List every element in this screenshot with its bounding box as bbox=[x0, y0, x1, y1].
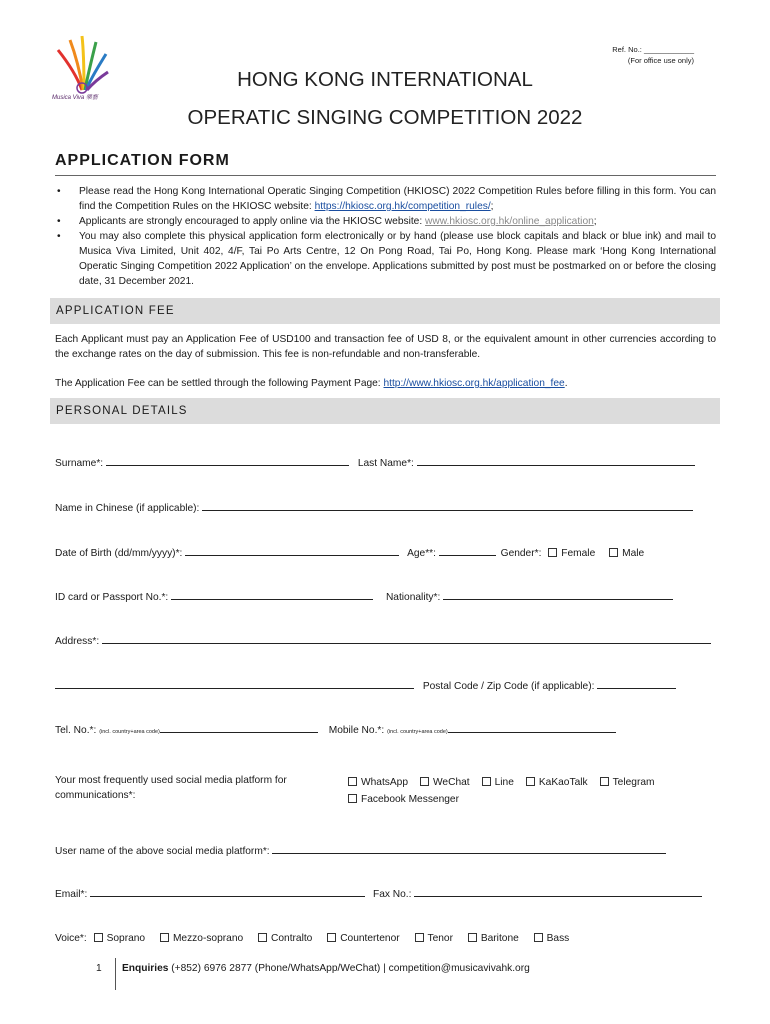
voice-option-soprano[interactable]: Soprano bbox=[94, 933, 146, 944]
voice-option-mezzo[interactable]: Mezzo-soprano bbox=[160, 933, 243, 944]
social-option-wechat[interactable]: WeChat bbox=[420, 774, 470, 791]
gender-label: Gender*: bbox=[500, 548, 542, 559]
mobile-label: Mobile No.*: bbox=[328, 725, 385, 736]
social-options bbox=[348, 774, 718, 808]
nationality-field[interactable] bbox=[443, 589, 673, 600]
ref-label: Ref. No.: ____________ bbox=[612, 45, 694, 54]
row-address bbox=[55, 633, 716, 647]
mezzo-checkbox[interactable] bbox=[160, 933, 169, 942]
nationality-label: Nationality*: bbox=[385, 592, 441, 603]
female-checkbox[interactable] bbox=[548, 548, 557, 557]
female-label: Female bbox=[561, 548, 596, 559]
tenor-checkbox[interactable] bbox=[415, 933, 424, 942]
chinese-name-label: Name in Chinese (if applicable): bbox=[55, 503, 200, 514]
payment-page-link[interactable]: http://www.hkiosc.org.hk/application_fee bbox=[383, 378, 565, 389]
voice-option-contralto[interactable]: Contralto bbox=[258, 933, 312, 944]
username-field[interactable] bbox=[272, 843, 666, 854]
chinese-name-field[interactable] bbox=[202, 500, 693, 511]
social-option-whatsapp[interactable]: WhatsApp bbox=[348, 774, 408, 791]
enquiries-text: (+852) 6976 2877 (Phone/WhatsApp/WeChat) | competition@musicavivahk.org bbox=[168, 963, 530, 974]
voice-option-tenor[interactable]: Tenor bbox=[415, 933, 453, 944]
kakaotalk-checkbox[interactable] bbox=[526, 777, 535, 786]
row-address-2 bbox=[55, 678, 716, 692]
tel-label: Tel. No.*: bbox=[55, 725, 97, 736]
username-label: User name of the above social media platform*: bbox=[55, 846, 270, 857]
address-field-line-1[interactable] bbox=[102, 633, 711, 644]
wechat-checkbox[interactable] bbox=[420, 777, 429, 786]
telegram-checkbox[interactable] bbox=[600, 777, 609, 786]
row-chinese-name bbox=[55, 500, 716, 514]
voice-option-countertenor[interactable]: Countertenor bbox=[327, 933, 399, 944]
footer-enquiries bbox=[122, 963, 530, 974]
last-name-field[interactable] bbox=[417, 455, 695, 466]
form-heading: APPLICATION FORM bbox=[55, 152, 230, 169]
surname-label: Surname*: bbox=[55, 458, 104, 469]
instructions-list bbox=[55, 184, 716, 289]
social-option-kakaotalk[interactable]: KaKaoTalk bbox=[526, 774, 588, 791]
footer-divider bbox=[115, 958, 116, 990]
title-line-1: HONG KONG INTERNATIONAL bbox=[237, 68, 533, 91]
row-dob bbox=[55, 545, 716, 559]
id-label: ID card or Passport No.*: bbox=[55, 592, 169, 603]
bass-checkbox[interactable] bbox=[534, 933, 543, 942]
fax-label: Fax No.: bbox=[372, 889, 412, 900]
postal-label: Postal Code / Zip Code (if applicable): bbox=[422, 681, 595, 692]
section-application-fee: APPLICATION FEE bbox=[50, 298, 720, 324]
fax-field[interactable] bbox=[414, 886, 702, 897]
row-username bbox=[55, 843, 716, 857]
age-label: Age**: bbox=[407, 548, 436, 559]
social-option-facebook[interactable]: Facebook Messenger bbox=[348, 791, 459, 808]
tel-field[interactable] bbox=[160, 722, 318, 733]
baritone-checkbox[interactable] bbox=[468, 933, 477, 942]
fee-paragraph: Each Applicant must pay an Application Fee of USD100 and transaction fee of USD 8, or the equivalent amount in other currencies according to the exchange rates on the day of submission. This fee is non-refundable and non-transferable. bbox=[55, 334, 716, 360]
ref-number bbox=[612, 44, 694, 66]
whatsapp-checkbox[interactable] bbox=[348, 777, 357, 786]
last-name-label: Last Name*: bbox=[357, 458, 414, 469]
voice-label: Voice*: bbox=[55, 933, 87, 944]
mobile-note: (incl. country+area code) bbox=[387, 729, 448, 735]
soprano-checkbox[interactable] bbox=[94, 933, 103, 942]
facebook-checkbox[interactable] bbox=[348, 794, 357, 803]
social-question: Your most frequently used social media platform for communications*: bbox=[55, 775, 287, 801]
email-label: Email*: bbox=[55, 889, 88, 900]
dob-field[interactable] bbox=[185, 545, 399, 556]
instruction-item: • You may also complete this physical application form electronically or by hand (please use block capitals and black or blue ink) and mail to Musica Viva Limited, Unit 402, 4/F, Tai Po Arts Centre, 12 On Pong Road, Tai Po, Hong Kong. Please mark ‘Hong Kong International Operatic Singing Competition 2022 Application’ on the envelope. Applications submitted by post must be postmarked on or before the closing date, 31 December 2021. bbox=[55, 229, 716, 289]
mobile-field[interactable] bbox=[448, 722, 616, 733]
id-field[interactable] bbox=[171, 589, 373, 600]
postal-field[interactable] bbox=[597, 678, 676, 689]
voice-option-baritone[interactable]: Baritone bbox=[468, 933, 519, 944]
address-field-line-2[interactable] bbox=[55, 678, 414, 689]
instruction-item: • Please read the Hong Kong International Operatic Singing Competition (HKIOSC) 2022 Competition Rules before filling in this form. You can find the Competition Rules on the HKIOSC website: https://hkiosc.org.hk/competition_rules/; bbox=[55, 184, 716, 214]
email-field[interactable] bbox=[90, 886, 365, 897]
surname-field[interactable] bbox=[106, 455, 349, 466]
row-name bbox=[55, 455, 716, 469]
social-option-telegram[interactable]: Telegram bbox=[600, 774, 655, 791]
row-phone bbox=[55, 722, 716, 736]
competition-rules-link[interactable]: https://hkiosc.org.hk/competition_rules/ bbox=[314, 201, 491, 212]
enquiries-label: Enquiries bbox=[122, 963, 169, 974]
male-checkbox[interactable] bbox=[609, 548, 618, 557]
row-voice bbox=[55, 933, 716, 944]
section-personal-details: PERSONAL DETAILS bbox=[50, 398, 720, 424]
page-number: 1 bbox=[96, 963, 102, 974]
social-option-line[interactable]: Line bbox=[482, 774, 514, 791]
row-id bbox=[55, 589, 716, 603]
title-line-2: OPERATIC SINGING COMPETITION 2022 bbox=[187, 106, 583, 129]
male-label: Male bbox=[622, 548, 645, 559]
online-application-link[interactable]: www.hkiosc.org.hk/online_application bbox=[425, 216, 594, 227]
dob-label: Date of Birth (dd/mm/yyyy)*: bbox=[55, 548, 183, 559]
voice-option-bass[interactable]: Bass bbox=[534, 933, 570, 944]
divider bbox=[55, 175, 716, 176]
instruction-item: • Applicants are strongly encouraged to apply online via the HKIOSC website: www.hkiosc.org.hk/online_application; bbox=[55, 214, 716, 229]
age-field[interactable] bbox=[439, 545, 496, 556]
office-note: (For office use only) bbox=[627, 56, 694, 65]
row-email bbox=[55, 886, 716, 900]
tel-note: (incl. country+area code) bbox=[99, 729, 160, 735]
fee-payment-line: The Application Fee can be settled through the following Payment Page: http://www.hkiosc.org.hk/application_fee. bbox=[55, 378, 568, 389]
contralto-checkbox[interactable] bbox=[258, 933, 267, 942]
address-label: Address*: bbox=[55, 636, 100, 647]
line-checkbox[interactable] bbox=[482, 777, 491, 786]
countertenor-checkbox[interactable] bbox=[327, 933, 336, 942]
logo-text: Musica Viva 樂藝 bbox=[52, 95, 98, 101]
